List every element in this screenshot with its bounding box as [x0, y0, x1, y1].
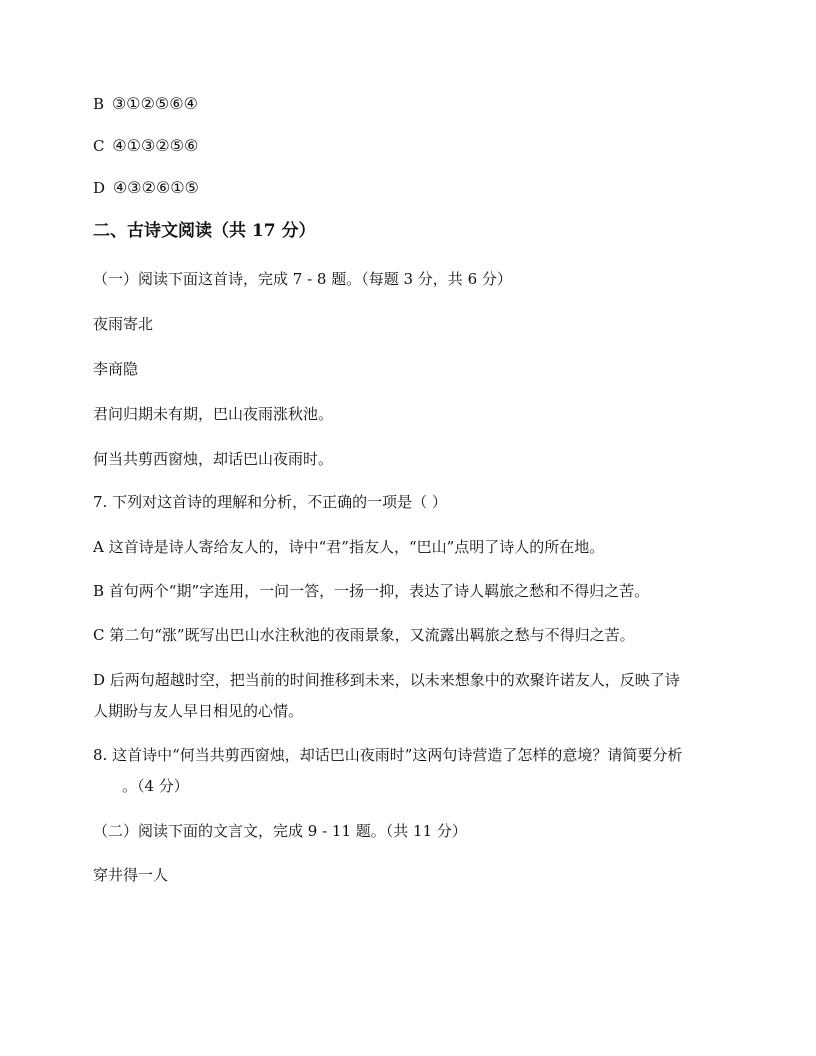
option-c	[93, 135, 198, 157]
option-letter: C	[93, 137, 105, 155]
option-d	[93, 177, 199, 199]
q7-option-b: B 首句两个“期”字连用，一问一答，一扬一抑，表达了诗人羁旅之愁和不得归之苦。	[93, 582, 650, 600]
q7-option-a: A 这首诗是诗人寄给友人的，诗中“君”指友人，“巴山”点明了诗人的所在地。	[93, 538, 605, 556]
poem-author: 李商隐	[93, 360, 139, 378]
option-b	[93, 93, 198, 115]
poem-line-1: 君问归期未有期，巴山夜雨涨秋池。	[93, 405, 334, 423]
q8-stem-line2: 。（4 分）	[122, 777, 189, 795]
option-sequence: ③①②⑤⑥④	[111, 94, 198, 113]
q7-option-c: C 第二句“涨”既写出巴山水注秋池的夜雨景象，又流露出羁旅之愁与不得归之苦。	[93, 626, 635, 644]
poem-title: 夜雨寄北	[93, 315, 154, 333]
q8-stem-line1: 8. 这首诗中“何当共剪西窗烛，却话巴山夜雨时”这两句诗营造了怎样的意境？请简要分析	[93, 746, 683, 764]
option-sequence: ④③②⑥①⑤	[112, 178, 199, 197]
q7-stem: 7. 下列对这首诗的理解和分析，不正确的一项是（ ）	[93, 493, 447, 511]
section-heading: 二、古诗文阅读（共 17 分）	[93, 221, 316, 241]
option-letter: B	[93, 95, 105, 113]
part1-intro: （一）阅读下面这首诗，完成 7 - 8 题。（每题 3 分，共 6 分）	[93, 270, 512, 288]
option-sequence: ④①③②⑤⑥	[112, 136, 199, 155]
part2-title: 穿井得一人	[93, 866, 169, 884]
q7-option-d-line1: D 后两句超越时空，把当前的时间推移到未来，以未来想象中的欢聚许诺友人，反映了诗	[93, 671, 680, 689]
part2-intro: （二）阅读下面的文言文，完成 9 - 11 题。（共 11 分）	[93, 822, 467, 840]
poem-line-2: 何当共剪西窗烛，却话巴山夜雨时。	[93, 450, 334, 468]
option-letter: D	[93, 179, 106, 197]
q7-option-d-line2: 人期盼与友人早日相见的心情。	[93, 702, 304, 720]
